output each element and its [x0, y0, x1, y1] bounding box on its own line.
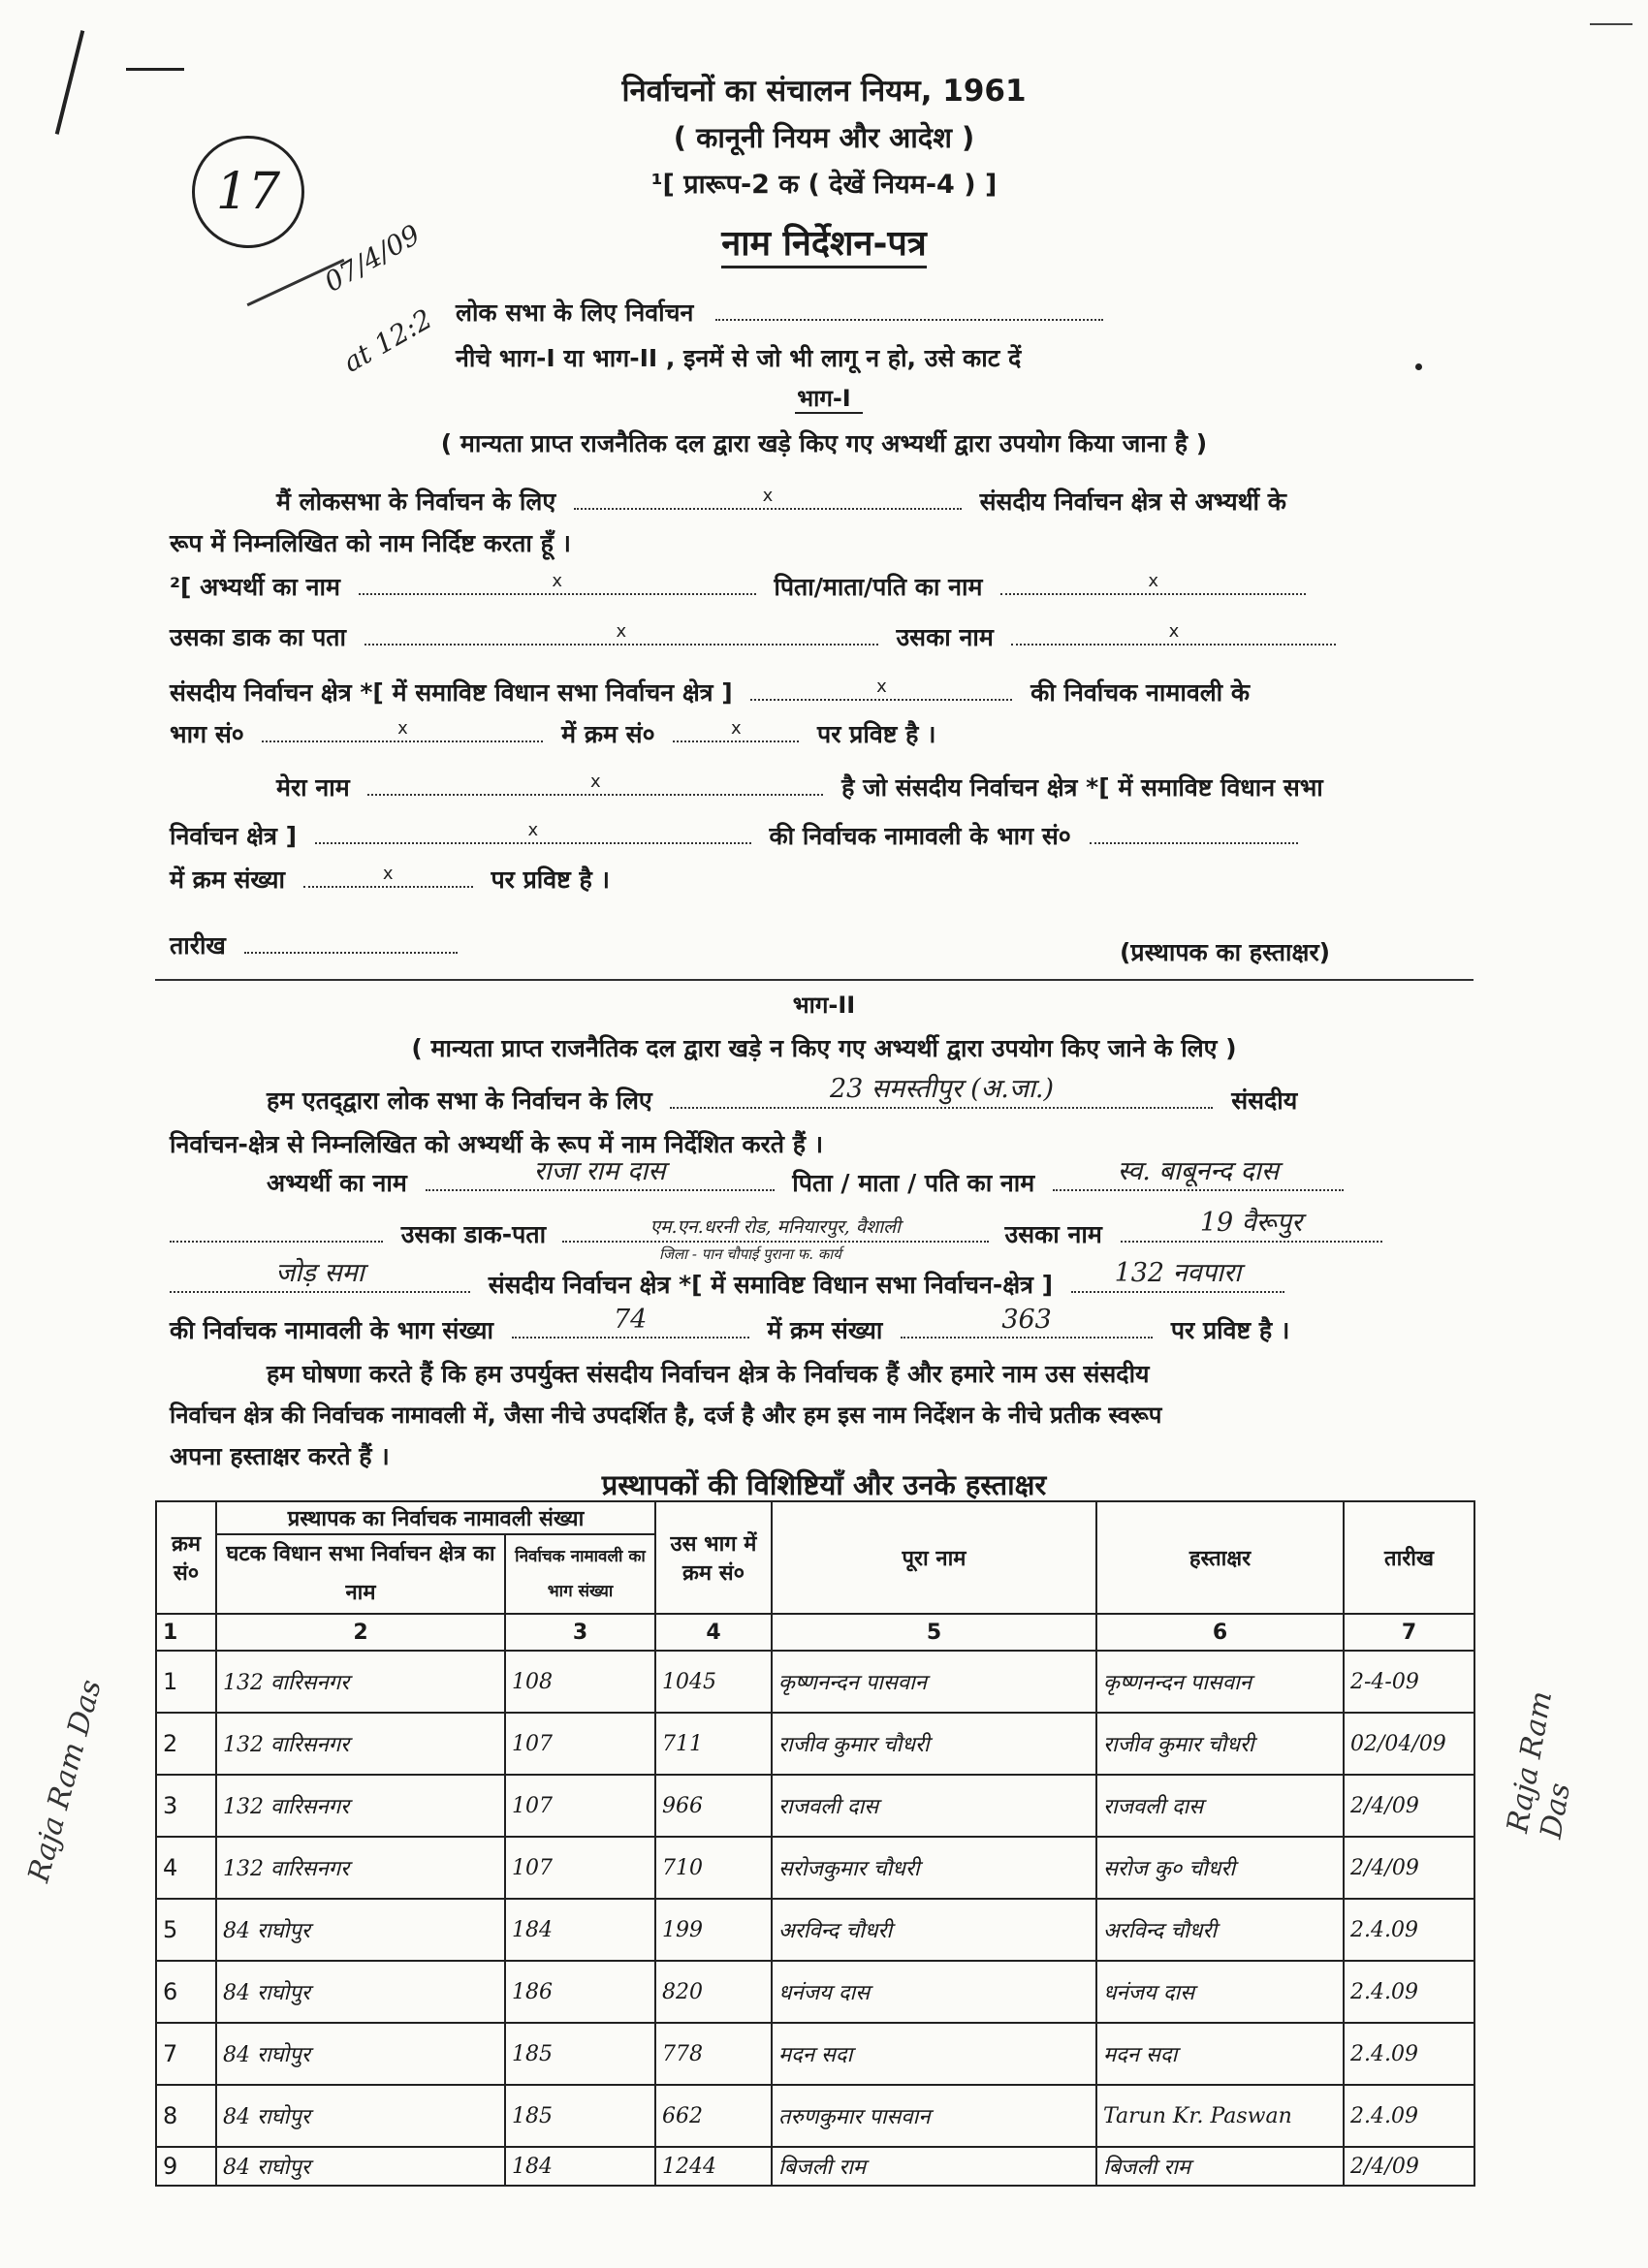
th-roll-part: निर्वाचक नामावली का भाग संख्या	[505, 1534, 655, 1614]
colnum-4: 4	[655, 1614, 772, 1651]
part1-village-field	[1011, 621, 1336, 646]
declaration-3: अपना हस्ताक्षर करते हैं ।	[170, 1442, 390, 1470]
part2-address: एम.एन.धरनी रोड, मनियारपुर, वैशाली	[650, 1216, 901, 1238]
part2-father-name: स्व. बाबूनन्द दास	[1117, 1156, 1280, 1186]
part2-serial-no: 363	[1001, 1305, 1052, 1335]
part1-proposer-part-field	[1090, 825, 1298, 844]
form-reference: ¹[ प्रारूप-2 क ( देखें नियम-4 ) ]	[650, 170, 998, 200]
part1-line-3	[170, 570, 1306, 603]
part2-line-2: निर्वाचन-क्षेत्र से निम्नलिखित को अभ्यर्थी के रूप में नाम निर्देशित करते हैं ।	[170, 1130, 824, 1158]
part2-constituency-field	[670, 1074, 1213, 1109]
th-full-name: पूरा नाम	[772, 1501, 1096, 1614]
part1-signature-label: (प्रस्थापक का हस्ताक्षर)	[1120, 938, 1331, 966]
part1-l8b: की निर्वाचक नामावली के भाग सं०	[769, 822, 1071, 850]
row-constituency: 132 वारिसनगर	[216, 1837, 505, 1899]
part2-l1a: हम एतद्‌द्वारा लोक सभा के निर्वाचन के लिए	[267, 1087, 652, 1115]
row-signature: राजवली दास	[1096, 1775, 1344, 1837]
row-constituency: 84 राघोपुर	[216, 1961, 505, 2023]
table-row	[156, 1713, 1474, 1775]
row-serial-in-part: 966	[655, 1775, 772, 1837]
right-margin-signature: Raja Ram Das	[1501, 1688, 1578, 1842]
th-signature: हस्ताक्षर	[1096, 1501, 1344, 1614]
form-name	[0, 218, 1648, 266]
row-serial-in-part: 820	[655, 1961, 772, 2023]
row-serial: 8	[156, 2085, 216, 2147]
part1-assembly-cross: x	[876, 677, 887, 697]
part1-father-cross: x	[1148, 571, 1159, 591]
part2-l6c: पर प्रविष्ट है ।	[1170, 1316, 1290, 1344]
part2-l3a: अभ्यर्थी का नाम	[267, 1169, 407, 1197]
th-group: प्रस्थापक का निर्वाचक नामावली संख्या	[216, 1501, 655, 1534]
row-signature: धनंजय दास	[1096, 1961, 1344, 2023]
row-signature: सरोज कु० चौधरी	[1096, 1837, 1344, 1899]
instruction-bullet	[1415, 363, 1422, 370]
part1-address-field	[364, 621, 878, 646]
part1-l5a: संसदीय निर्वाचन क्षेत्र *[ में समाविष्ट विधान सभा निर्वाचन क्षेत्र ]	[170, 678, 733, 707]
row-serial: 9	[156, 2147, 216, 2186]
part1-date-field	[244, 934, 458, 954]
row-serial-in-part: 1045	[655, 1651, 772, 1713]
part2-village-field	[1121, 1208, 1382, 1243]
part2-l1b: संसदीय	[1231, 1087, 1298, 1115]
colnum-1: 1	[156, 1614, 216, 1651]
part1-l9a: में क्रम संख्या	[170, 866, 286, 894]
row-serial-in-part: 711	[655, 1713, 772, 1775]
row-serial: 1	[156, 1651, 216, 1713]
row-serial: 5	[156, 1899, 216, 1961]
row-serial: 3	[156, 1775, 216, 1837]
colnum-2: 2	[216, 1614, 505, 1651]
part1-proposer-cross: x	[590, 772, 601, 792]
row-constituency: 132 वारिसनगर	[216, 1713, 505, 1775]
part2-address-note: जिला - पान चौपाई पुराना फ. कार्य	[659, 1245, 841, 1263]
circled-number: 17	[192, 136, 304, 248]
part1-serial-cross: x	[730, 718, 742, 739]
table-row	[156, 2147, 1474, 2186]
receipt-date: 07/4/09	[318, 218, 426, 299]
part2-line-1	[267, 1074, 1298, 1117]
part2-candidate-field	[426, 1156, 775, 1191]
row-constituency: 84 राघोपुर	[216, 2085, 505, 2147]
part1-line-8	[170, 819, 1298, 852]
colnum-3: 3	[505, 1614, 655, 1651]
row-full-name: अरविन्द चौधरी	[772, 1899, 1096, 1961]
part2-constituency-value: 23 समस्तीपुर (अ.जा.)	[829, 1074, 1055, 1104]
table-row	[156, 1961, 1474, 2023]
row-roll-part: 185	[505, 2085, 655, 2147]
table-row	[156, 2085, 1474, 2147]
table-row	[156, 2023, 1474, 2085]
part1-l1b: संसदीय निर्वाचन क्षेत्र से अभ्यर्थी के	[979, 488, 1286, 516]
table-row	[156, 1775, 1474, 1837]
row-date: 2-4-09	[1344, 1651, 1474, 1713]
part1-candidate-cross: x	[552, 571, 562, 591]
row-full-name: बिजली राम	[772, 2147, 1096, 2186]
part2-subheading: ( मान्यता प्राप्त राजनैतिक दल द्वारा खड़े न किए गए अभ्यर्थी द्वारा उपयोग किए जाने के लिए )	[411, 1034, 1237, 1062]
part2-line-6	[170, 1305, 1290, 1346]
row-full-name: तरुणकुमार पासवान	[772, 2085, 1096, 2147]
row-serial-in-part: 662	[655, 2085, 772, 2147]
row-full-name: कृष्णनन्दन पासवान	[772, 1651, 1096, 1713]
part1-l4a: उसका डाक का पता	[170, 623, 347, 651]
row-roll-part: 107	[505, 1837, 655, 1899]
row-full-name: धनंजय दास	[772, 1961, 1096, 2023]
part1-line-9	[170, 863, 610, 896]
part1-l5b: की निर्वाचक नामावली के	[1030, 678, 1251, 707]
th-serial: क्रम सं०	[156, 1501, 216, 1614]
declaration-1: हम घोषणा करते हैं कि हम उपर्युक्त संसदीय निर्वाचन क्षेत्र के निर्वाचक हैं और हमारे नाम उस संसदीय	[267, 1360, 1150, 1388]
table-header-row-1	[156, 1501, 1474, 1534]
row-date: 2.4.09	[1344, 2085, 1474, 2147]
th-constituency: घटक विधान सभा निर्वाचन क्षेत्र का नाम	[216, 1534, 505, 1614]
part2-part-no: 74	[613, 1305, 648, 1335]
part2-assembly-field	[1071, 1258, 1284, 1293]
part1-l7a: मेरा नाम	[276, 773, 350, 802]
part2-district-field	[170, 1258, 470, 1293]
th-date: तारीख	[1344, 1501, 1474, 1614]
row-date: 2.4.09	[1344, 1899, 1474, 1961]
part1-proposer-assembly-cross: x	[527, 820, 539, 840]
row-serial-in-part: 1244	[655, 2147, 772, 2186]
part1-l9b: पर प्रविष्ट है ।	[491, 866, 610, 894]
row-signature: Tarun Kr. Paswan	[1096, 2085, 1344, 2147]
part1-line-7	[276, 771, 1323, 803]
colnum-6: 6	[1096, 1614, 1344, 1651]
row-serial: 4	[156, 1837, 216, 1899]
part1-l6c: पर प्रविष्ट है ।	[817, 720, 936, 748]
row-serial-in-part: 710	[655, 1837, 772, 1899]
receipt-time: at 12:2	[337, 302, 438, 379]
part1-candidate-name-field	[359, 571, 756, 595]
row-full-name: राजवली दास	[772, 1775, 1096, 1837]
section-divider	[155, 979, 1474, 981]
part1-l4b: उसका नाम	[896, 623, 994, 651]
row-full-name: राजीव कुमार चौधरी	[772, 1713, 1096, 1775]
election-line	[456, 296, 1103, 329]
row-date: 2.4.09	[1344, 2023, 1474, 2085]
part2-village: 19 वैरूपुर	[1199, 1208, 1303, 1238]
row-serial-in-part: 199	[655, 1899, 772, 1961]
part1-line-4	[170, 620, 1336, 653]
part2-address-field	[562, 1216, 989, 1243]
row-roll-part: 184	[505, 2147, 655, 2186]
part1-address-cross: x	[616, 621, 627, 642]
part1-line-1	[276, 485, 1286, 518]
row-signature: राजीव कुमार चौधरी	[1096, 1713, 1344, 1775]
part1-date-line	[170, 929, 458, 961]
table-row	[156, 1651, 1474, 1713]
part2-assembly: 132 नवपारा	[1114, 1258, 1242, 1288]
part2-l6b: में क्रम संख्या	[767, 1316, 883, 1344]
part1-l7b: है जो संसदीय निर्वाचन क्षेत्र *[ में समाविष्ट विधान सभा	[841, 773, 1323, 802]
part1-line-5	[170, 676, 1250, 709]
part1-heading: भाग-I	[797, 385, 851, 412]
row-roll-part: 185	[505, 2023, 655, 2085]
colnum-5: 5	[772, 1614, 1096, 1651]
part1-proposer-serial-field	[303, 864, 473, 888]
row-roll-part: 108	[505, 1651, 655, 1713]
row-signature: मदन सदा	[1096, 2023, 1344, 2085]
row-full-name: सरोजकुमार चौधरी	[772, 1837, 1096, 1899]
election-line-label: लोक सभा के लिए निर्वाचन	[456, 299, 694, 327]
part1-assembly-field	[750, 677, 1012, 701]
declaration-2: निर्वाचन क्षेत्र की निर्वाचक नामावली में, जैसा नीचे उपदर्शित है, दर्ज है और हम इस नाम निर्देशन के नीचे प्रतीक स्वरूप	[170, 1402, 1162, 1429]
part1-father-name-field	[1000, 571, 1306, 595]
row-serial: 2	[156, 1713, 216, 1775]
row-signature: कृष्णनन्दन पासवान	[1096, 1651, 1344, 1713]
row-roll-part: 184	[505, 1899, 655, 1961]
proposers-table	[155, 1500, 1475, 2187]
strike-instruction: नीचे भाग-I या भाग-II , इनमें से जो भी लागू न हो, उसे काट दें	[456, 344, 1022, 372]
part1-date-label: तारीख	[170, 931, 226, 960]
part1-line-2: रूप में निम्नलिखित को नाम निर्दिष्ट करता हूँ ।	[170, 529, 572, 557]
row-date: 02/04/09	[1344, 1713, 1474, 1775]
part1-constituency-field	[574, 486, 962, 510]
left-margin-signature: Raja Ram Das	[21, 1676, 109, 1886]
part2-line-5	[170, 1258, 1284, 1301]
part2-l3b: पिता / माता / पति का नाम	[792, 1169, 1035, 1197]
row-constituency: 84 राघोपुर	[216, 2023, 505, 2085]
row-signature: बिजली राम	[1096, 2147, 1344, 2186]
part1-proposer-assembly-field	[315, 820, 751, 844]
table-colnum-row	[156, 1614, 1474, 1651]
part2-l6a: की निर्वाचक नामावली के भाग संख्या	[170, 1316, 493, 1344]
row-serial-in-part: 778	[655, 2023, 772, 2085]
part1-proposer-name-field	[367, 772, 823, 796]
election-dots	[715, 301, 1103, 321]
part2-lead-dots	[170, 1223, 383, 1243]
part1-l1a: मैं लोकसभा के निर्वाचन के लिए	[276, 488, 556, 516]
part1-heading-underline	[795, 412, 863, 414]
part1-l6b: में क्रम सं०	[561, 720, 655, 748]
colnum-7: 7	[1344, 1614, 1474, 1651]
table-row	[156, 1837, 1474, 1899]
part1-proposer-serial-cross: x	[382, 864, 394, 884]
row-roll-part: 186	[505, 1961, 655, 2023]
part2-l5a: संसदीय निर्वाचन क्षेत्र *[ में समाविष्ट विधान सभा निर्वाचन-क्षेत्र ]	[488, 1271, 1054, 1299]
row-roll-part: 107	[505, 1775, 655, 1837]
row-date: 2/4/09	[1344, 2147, 1474, 2186]
doc-title: निर्वाचनों का संचालन नियम, 1961	[621, 74, 1027, 109]
row-constituency: 132 वारिसनगर	[216, 1651, 505, 1713]
part2-line-3	[267, 1156, 1344, 1199]
part1-l3b: पिता/माता/पति का नाम	[774, 573, 983, 601]
part1-constituency-cross: x	[762, 486, 774, 506]
row-constituency: 84 राघोपुर	[216, 1899, 505, 1961]
row-constituency: 132 वारिसनगर	[216, 1775, 505, 1837]
row-roll-part: 107	[505, 1713, 655, 1775]
part1-serial-field	[673, 718, 799, 742]
part1-part-no-field	[262, 718, 543, 742]
row-date: 2/4/09	[1344, 1837, 1474, 1899]
part2-part-field	[512, 1305, 749, 1339]
part1-line-6	[170, 717, 936, 750]
part1-part-cross: x	[397, 718, 408, 739]
row-date: 2.4.09	[1344, 1961, 1474, 2023]
proposer-rows	[156, 1651, 1474, 2186]
row-constituency: 84 राघोपुर	[216, 2147, 505, 2186]
row-serial: 6	[156, 1961, 216, 2023]
doc-subtitle: ( कानूनी नियम और आदेश )	[673, 121, 975, 154]
part2-serial-field	[901, 1305, 1153, 1339]
table-title: प्रस्थापकों की विशिष्टियाँ और उनके हस्ताक्षर	[601, 1468, 1047, 1501]
row-serial: 7	[156, 2023, 216, 2085]
row-date: 2/4/09	[1344, 1775, 1474, 1837]
th-serial-in-part: उस भाग में क्रम सं०	[655, 1501, 772, 1614]
part2-father-field	[1053, 1156, 1344, 1191]
part2-l4a: उसका डाक-पता	[400, 1220, 547, 1248]
part2-district: जोड़ समा	[275, 1258, 364, 1288]
part1-subheading: ( मान्यता प्राप्त राजनैतिक दल द्वारा खड़े किए गए अभ्यर्थी द्वारा उपयोग किया जाना है )	[440, 429, 1208, 457]
part1-village-cross: x	[1168, 621, 1180, 642]
part1-l8a: निर्वाचन क्षेत्र ]	[170, 822, 298, 850]
part1-l6a: भाग सं०	[170, 720, 244, 748]
row-signature: अरविन्द चौधरी	[1096, 1899, 1344, 1961]
corner-stroke-right	[1590, 23, 1632, 25]
table-row	[156, 1899, 1474, 1961]
row-full-name: मदन सदा	[772, 2023, 1096, 2085]
form-name-text: नाम निर्देशन-पत्र	[721, 224, 927, 268]
part2-candidate-name: राजा राम दास	[533, 1156, 666, 1186]
part2-l4b: उसका नाम	[1004, 1220, 1102, 1248]
part2-heading: भाग-II	[792, 992, 856, 1019]
part1-l3a: ²[ अभ्यर्थी का नाम	[170, 573, 340, 601]
